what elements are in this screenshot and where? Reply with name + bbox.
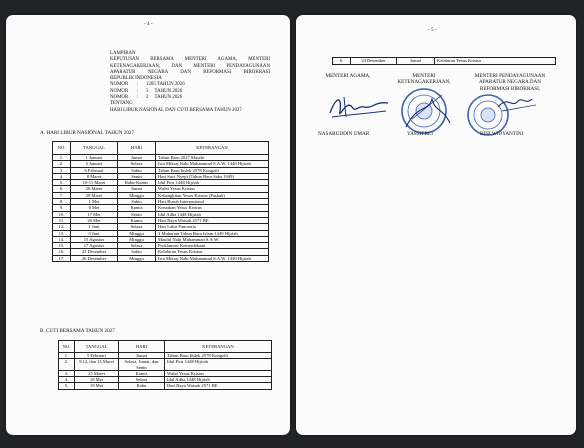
row-number: 1. <box>53 155 71 161</box>
row-date: 26 Desember <box>71 255 118 261</box>
row-day: Kamis <box>118 217 156 223</box>
row-day: Minggu <box>118 255 156 261</box>
column-header: KETERANGAN <box>165 341 272 353</box>
row-day: Rabu-Kamis <box>118 180 156 186</box>
row-number: 5. <box>53 180 71 186</box>
holiday-table-continued <box>332 57 556 65</box>
row-day: Selasa <box>118 224 156 230</box>
table-header-row <box>59 341 272 353</box>
row-day: Senin <box>118 211 156 217</box>
row-date: 17 Mei <box>71 211 118 217</box>
row-number: 14. <box>53 236 71 242</box>
signatory-title: MENTERI PENDAYAGUNAAN APARATUR NEGARA DAN REFORMASI BIROKRASI, <box>474 73 546 92</box>
row-description: Isra Mikraj Nabi Muhammad S.A.W. 1448 Hijriah <box>156 161 269 167</box>
row-date: 18 Mei <box>75 377 119 383</box>
row-number: 11. <box>53 217 71 223</box>
table-header-row <box>53 142 269 155</box>
row-description: Proklamasi Kemerdekaan <box>156 243 269 249</box>
row-description: 1 Muharam Tahun Baru Islam 1449 Hijriah <box>156 230 269 236</box>
row-date: 10-11 Maret <box>71 180 118 186</box>
row-date: 8 Maret <box>71 173 118 179</box>
row-description: Kelahiran Yesus Kristus <box>156 249 269 255</box>
row-date: 17 Agustus <box>71 243 118 249</box>
nomor-row: NOMOR : 2 TAHUN 2026 <box>110 95 183 101</box>
row-date: 15 Agustus <box>71 236 118 242</box>
row-number: 3. <box>53 167 71 173</box>
row-number: 4. <box>53 173 71 179</box>
signatory-title: MENTERI KETENAGAKERJAAN, <box>397 73 451 86</box>
nomor-row: NOMOR : 1205 TAHUN 2026 <box>110 82 185 88</box>
table-row <box>53 255 269 261</box>
row-day: Senin <box>118 173 156 179</box>
signatory-name: RINI WIDYANTINI <box>480 131 524 137</box>
row-day: Jumat <box>118 186 156 192</box>
row-number: 3. <box>59 370 75 376</box>
signatory-name: NASARUDDIN UMAR <box>318 131 370 137</box>
row-description: Tahun Baru Imlek 2578 Kongzili <box>156 167 269 173</box>
row-date: 28 Maret <box>71 192 118 198</box>
row-day: Selasa <box>118 161 156 167</box>
row-date: 1 Mei <box>71 199 118 205</box>
section-b-title: B. CUTI BERSAMA TAHUN 2027 <box>40 328 115 334</box>
row-day: Sabtu <box>118 167 156 173</box>
column-header: TANGGAL <box>75 341 119 353</box>
table-row <box>59 383 272 389</box>
row-number: 2. <box>59 359 75 371</box>
row-date: 26 Maret <box>71 186 118 192</box>
column-header: NO. <box>53 142 71 155</box>
row-day: Sabtu <box>118 199 156 205</box>
tentang-label: TENTANG <box>110 101 133 107</box>
row-day: Kamis <box>119 370 165 376</box>
row-day: Minggu <box>118 236 156 242</box>
row-description: Idul Fitri 1448 Hijriah <box>156 180 269 186</box>
collective-leave-table <box>58 340 272 390</box>
row-description: Maulid Nabi Muhammad S.A.W. <box>156 236 269 242</box>
row-number: 8. <box>53 199 71 205</box>
row-date: 6 Mei <box>71 205 118 211</box>
section-a-title: A. HARI LIBUR NASIONAL TAHUN 2027 <box>40 130 135 136</box>
row-description: Wafat Yesus Kristus <box>156 186 269 192</box>
row-description: Kebangkitan Yesus Kristus (Paskah) <box>156 192 269 198</box>
column-header: KETERANGAN <box>156 142 269 155</box>
decree-title-line-1: KEPUTUSAN BERSAMA MENTERI AGAMA, MENTERI <box>110 57 270 63</box>
row-number: 6. <box>53 186 71 192</box>
decree-header <box>110 51 270 114</box>
signature-religious-affairs-minister <box>302 87 392 131</box>
row-number: 1. <box>59 353 75 359</box>
signatory-name: YASSIERLI <box>407 131 433 137</box>
row-number: 13. <box>53 230 71 236</box>
row-day: Jumat <box>119 353 165 359</box>
row-day: Selasa, Jumat, dan Senin <box>119 359 165 371</box>
row-date: 5 Februari <box>75 353 119 359</box>
row-number: 4. <box>59 377 75 383</box>
holiday-table <box>52 141 269 262</box>
row-date: 5 Januari <box>71 161 118 167</box>
row-description: Isra Mikraj Nabi Muhammad S.A.W. 1449 Hijriah <box>156 255 269 261</box>
row-day: Jumat <box>118 155 156 161</box>
column-header: TANGGAL <box>71 142 118 155</box>
row-number: 2. <box>53 161 71 167</box>
row-day: Minggu <box>118 230 156 236</box>
row-date: 25 Desember <box>71 249 118 255</box>
row-description: Idul Fitri 1448 Hijriah <box>165 359 272 371</box>
row-description: Hari Lahir Pancasila <box>156 224 269 230</box>
column-header: HARI <box>119 341 165 353</box>
row-day: Selasa <box>118 243 156 249</box>
decree-subject: HARI LIBUR NASIONAL DAN CUTI BERSAMA TAHUN 2027 <box>110 107 242 113</box>
row-day: Kamis <box>118 205 156 211</box>
row-date: 9,12, dan 15 Maret <box>75 359 119 371</box>
row-number: 10. <box>53 211 71 217</box>
column-header: HARI <box>118 142 156 155</box>
page-number: - 4 - <box>144 21 153 27</box>
row-date: 19 Mei <box>75 383 119 389</box>
row-number: 16. <box>53 249 71 255</box>
row-date: 6 Februari <box>71 167 118 173</box>
row-day: Selasa <box>119 377 165 383</box>
nomor-row: NOMOR : 3 TAHUN 2026 <box>110 88 183 94</box>
row-number: 7. <box>53 192 71 198</box>
lampiran-label: LAMPIRAN <box>110 51 136 56</box>
row-number: 12. <box>53 224 71 230</box>
document-page-4 <box>6 15 290 435</box>
table-row: 6. 24 Desember Jumat Kelahiran Yesus Kristus <box>333 58 556 65</box>
page-number: - 5 - <box>428 27 437 33</box>
row-number: 15. <box>53 243 71 249</box>
row-number: 17. <box>53 255 71 261</box>
row-day: Rabu <box>119 383 165 389</box>
row-description: Tahun Baru Imlek 2578 Kongzili <box>165 353 272 359</box>
row-number: 9. <box>53 205 71 211</box>
row-description: Kenaikan Yesus Kristus <box>156 205 269 211</box>
row-description: Idul Adha 1448 Hijriah <box>156 211 269 217</box>
table-row <box>59 359 272 371</box>
row-description: Tahun Baru 2027 Masehi <box>156 155 269 161</box>
row-description: Hari Raya Waisak 2571 BE <box>165 383 272 389</box>
row-description: Hari Suci Nyepi (Tahun Baru Saka 1949) <box>156 173 269 179</box>
decree-title-line-4: REPUBLIK INDONESIA <box>110 76 162 82</box>
column-header: NO. <box>59 341 75 353</box>
signatory-title: MENTERI AGAMA, <box>325 73 371 79</box>
row-day: Minggu <box>118 192 156 198</box>
row-description: Wafat Yesus Kristus <box>165 370 272 376</box>
row-number: 5. <box>59 383 75 389</box>
row-date: 20 Mei <box>71 217 118 223</box>
row-description: Hari Buruh Internasional <box>156 199 269 205</box>
row-date: 1 Juni <box>71 224 118 230</box>
decree-title-line-3: APARATUR NEGARA DAN REFORMASI BIROKRASI <box>110 69 270 75</box>
row-date: 25 Maret <box>75 370 119 376</box>
row-description: Hari Raya Waisak 2571 BE <box>156 217 269 223</box>
row-date: 1 Januari <box>71 155 118 161</box>
row-date: 5 Juni <box>71 230 118 236</box>
row-description: Idul Adha 1448 Hijriah <box>165 377 272 383</box>
document-page-5 <box>296 15 576 435</box>
decree-title-line-2: KETENAGAKERJAAN, DAN MENTERI PENDAYAGUNAAN <box>110 63 270 69</box>
row-day: Sabtu <box>118 249 156 255</box>
